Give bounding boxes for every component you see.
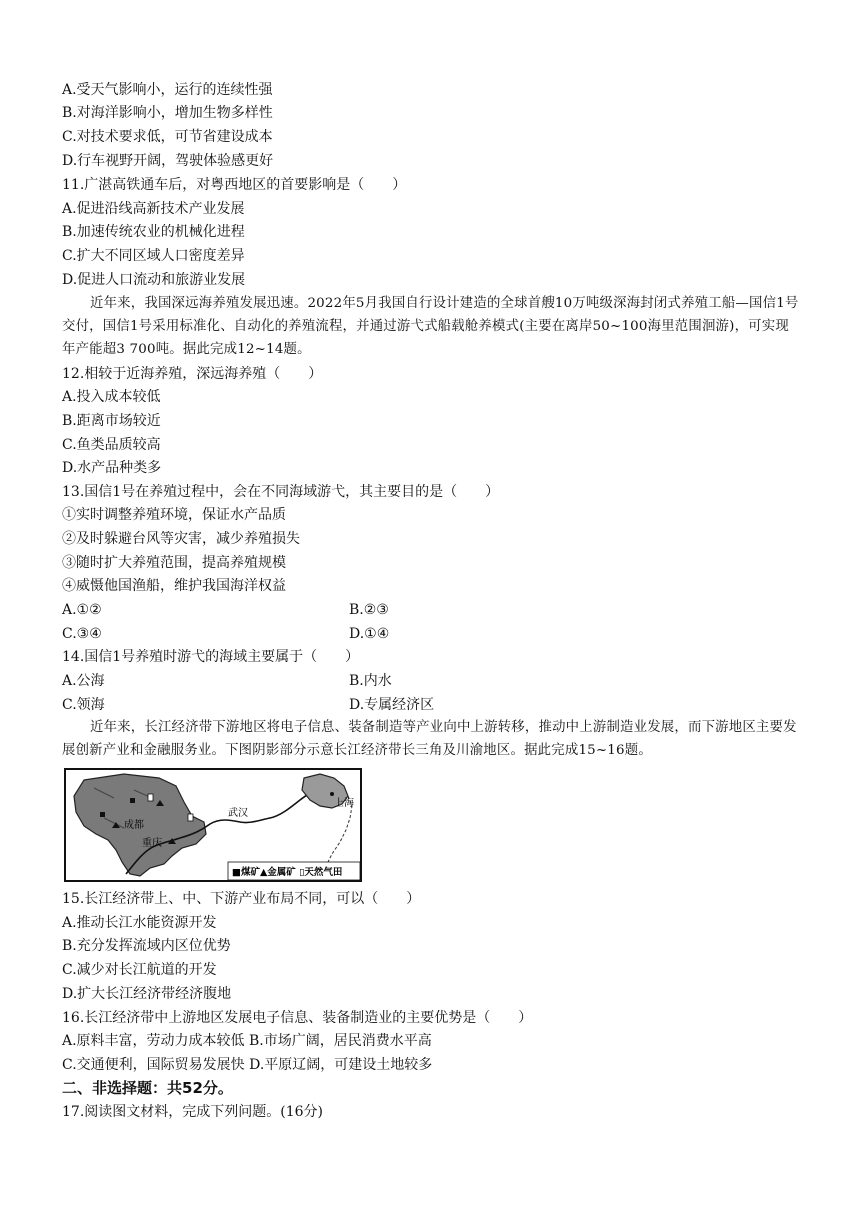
q13-option-c: C.③④ [62,626,102,642]
section-heading-non-choice: 二、非选择题：共52分。 [62,1079,233,1097]
q13-item-2: ②及时躲避台风等灾害，减少养殖损失 [62,531,300,547]
passage-aquaculture: 近年来，我国深远海养殖发展迅速。2022年5月我国自行设计建造的全球首艘10万吨级深海封闭式养殖工船—国信1号交付，国信1号采用标准化、自动化的养殖流程，并通过游弋式船载舱养模式(主要在离岸50~100海里范围洄游)，可实现年产能超3 700吨。据此完成12~14题。 [62,296,799,357]
q15-option-a: A.推动长江水能资源开发 [62,915,217,931]
q13-item-1: ①实时调整养殖环境，保证水产品质 [62,507,286,523]
shanghai-city-dot [330,792,334,796]
q13-item-3: ③随时扩大养殖范围，提高养殖规模 [62,555,286,571]
q17-stem: 17.阅读图文材料，完成下列问题。(16分) [62,1104,324,1120]
yangtze-economic-belt-map [64,768,362,882]
gas-field-marker [188,814,193,821]
q11-option-d: D.促进人口流动和旅游业发展 [62,272,246,288]
q12-stem: 12.相较于近海养殖，深远海养殖（ ） [62,366,323,382]
q11-option-a: A.促进沿线高新技术产业发展 [62,201,245,217]
q16-options-line-1: A.原料丰富，劳动力成本较低 B.市场广阔，居民消费水平高 [62,1033,432,1049]
q11-option-c: C.扩大不同区域人口密度差异 [62,248,245,264]
q11-stem: 11.广湛高铁通车后，对粤西地区的首要影响是（ ） [62,177,407,193]
coal-mine-marker [130,798,135,803]
label-shanghai: 上海 [334,798,354,809]
q13-option-d: D.①④ [349,626,390,642]
q15-option-d: D.扩大长江经济带经济腹地 [62,986,232,1002]
map-legend: ■煤矿▲金属矿 ▯天然气田 [232,867,343,878]
q12-option-a: A.投入成本较低 [62,389,161,405]
q10-option-d: D.行车视野开阔，驾驶体验感更好 [62,153,274,169]
gas-field-marker [148,794,153,801]
q14-option-a: A.公海 [62,673,105,689]
label-chengdu: 成都 [124,820,144,831]
label-wuhan: 武汉 [228,808,248,819]
q12-option-c: C.鱼类品质较高 [62,437,161,453]
q13-option-b: B.②③ [349,602,389,618]
passage-yangtze: 近年来，长江经济带下游地区将电子信息、装备制造等产业向中上游转移，推动中上游制造业发展，而下游地区主要发展创新产业和金融服务业。下图阴影部分示意长江经济带长三角及川渝地区。据此完成15~16题。 [62,720,797,758]
q10-option-c: C.对技术要求低，可节省建设成本 [62,129,273,145]
q13-option-a: A.①② [62,602,102,618]
q11-option-b: B.加速传统农业的机械化进程 [62,224,245,240]
q13-stem: 13.国信1号在养殖过程中，会在不同海域游弋，其主要目的是（ ） [62,484,500,500]
q10-option-b: B.对海洋影响小，增加生物多样性 [62,105,273,121]
q14-option-c: C.领海 [62,697,105,713]
q13-item-4: ④威慑他国渔船，维护我国海洋权益 [62,578,286,594]
q15-option-c: C.减少对长江航道的开发 [62,962,217,978]
q15-option-b: B.充分发挥流域内区位优势 [62,938,231,954]
q12-option-d: D.水产品种类多 [62,460,162,476]
q16-options-line-2: C.交通便利，国际贸易发展快 D.平原辽阔，可建设土地较多 [62,1057,433,1073]
q10-option-a: A.受天气影响小，运行的连续性强 [62,82,273,98]
q14-option-d: D.专属经济区 [349,697,435,713]
map-svg [64,768,362,882]
q14-stem: 14.国信1号养殖时游弋的海域主要属于（ ） [62,649,360,665]
label-chongqing: 重庆 [142,838,162,849]
coal-mine-marker [100,812,105,817]
q14-option-b: B.内水 [349,673,392,689]
q16-stem: 16.长江经济带中上游地区发展电子信息、装备制造业的主要优势是（ ） [62,1010,533,1026]
q15-stem: 15.长江经济带上、中、下游产业布局不同，可以（ ） [62,891,421,907]
q12-option-b: B.距离市场较近 [62,413,161,429]
